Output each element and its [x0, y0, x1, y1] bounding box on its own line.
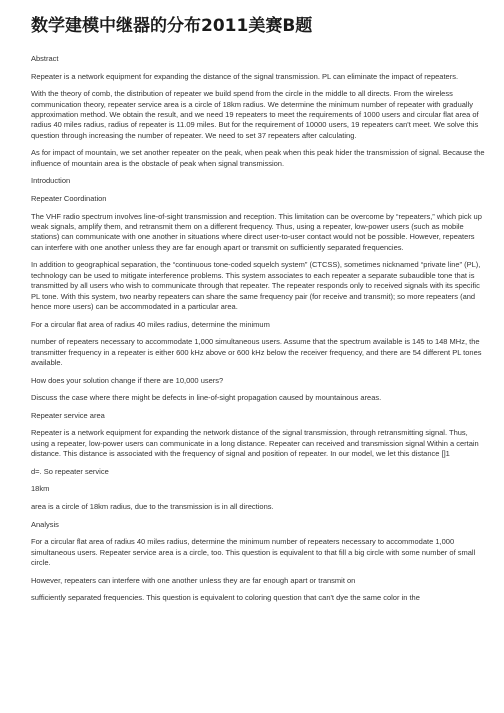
- section-heading-repeater-coordination: Repeater Coordination: [31, 194, 107, 203]
- section-heading-repeater-service-area: Repeater service area: [31, 410, 105, 420]
- paragraph: 18km: [31, 484, 50, 494]
- paragraph: Discuss the case where there might be defects in line-of-sight propagation caused by mountainous areas.: [31, 393, 382, 403]
- paragraph: sufficiently separated frequencies. This question is equivalent to coloring question that can't dye the same color in the: [31, 593, 420, 603]
- paragraph: Repeater is a network equipment for expanding the network distance of the signal transmission, through retransmitting signal. Thus, using a repeater, low-power users can communicate in a long distance. Repeater can received and transmission signal Within a certain distance. This distance is associated with the frequency of signal and position of repeater. In our model, we let this distance []1: [31, 428, 479, 459]
- paragraph: With the theory of comb, the distribution of repeater we build spend from the circle in the middle to all directs. From the wireless communication theory, repeater service area is a circle of 18km radius. We determine the minimum number of repeater with gradually approximation method. We obtain the result, and we need 19 repeaters to meet the requirements of 1000 users and circular flat area of radius 40 miles radius, radius of repeater is 11.09 miles. But for the requirement of 10000 users, 19 repeaters can't meet. We solve this question through increasing the number of repeater. We need to set 37 repeaters after calculating.: [31, 89, 479, 140]
- paragraph: number of repeaters necessary to accommodate 1,000 simultaneous users. Assume that the spectrum available is 145 to 148 MHz, the transmitter frequency in a repeater is either 600 kHz above or 600 kHz below the receiver frequency, and there are 54 different PL tones available.: [31, 337, 482, 368]
- paragraph: area is a circle of 18km radius, due to the transmission is in all directions.: [31, 502, 274, 511]
- section-heading-introduction: Introduction: [31, 176, 71, 186]
- section-heading-analysis: Analysis: [31, 519, 59, 529]
- paragraph: For a circular flat area of radius 40 miles radius, determine the minimum number of repeaters necessary to accommodate 1,000 simultaneous users. Repeater service area is a circle, too. This question is equivalent to that fill a big circle with some number of small circle.: [31, 537, 476, 567]
- paragraph: In addition to geographical separation, the “continuous tone-coded squelch system” (CTCSS), sometimes nicknamed “private line” (PL), technology can be used to mitigate interference problems. This system associates to each repeater a separate subaudible tone that is transmitted by all users who wish to communicate through that repeater. The repeater responds only to received signals with its specific PL tone. With this system, two nearby repeaters can share the same frequency pair (for receive and transmit); so more repeaters (and hence more users) can be accommodated in a particular area.: [31, 260, 481, 312]
- paragraph: d=. So repeater service: [31, 466, 109, 476]
- paragraph: As for impact of mountain, we set another repeater on the peak, when peak when this peak hider the transmission of signal. Because the influence of mountain area is the obstacle of peak when signal transmission.: [31, 148, 485, 168]
- paragraph: The VHF radio spectrum involves line-of-sight transmission and reception. This limitation can be overcome by “repeaters,” which pick up weak signals, amplify them, and retransmit them on a different frequency. Thus, using a repeater, low-power users (such as mobile stations) can communicate with one another in situations where direct user-to-user contact would not be possible. However, repeaters can interfere with one another unless they are far enough apart or transmit on sufficiently separated frequencies.: [31, 211, 482, 252]
- paragraph: Repeater is a network equipment for expanding the distance of the signal transmission. PL can eliminate the impact of repeaters.: [31, 71, 459, 81]
- section-heading-abstract: Abstract: [31, 54, 59, 63]
- paragraph: For a circular flat area of radius 40 miles radius, determine the minimum: [31, 319, 270, 329]
- document-title: 数学建模中继器的分布2011美赛B题: [31, 16, 313, 36]
- paragraph: However, repeaters can interfere with one another unless they are far enough apart or transmit on: [31, 575, 356, 585]
- paragraph: How does your solution change if there are 10,000 users?: [31, 375, 224, 385]
